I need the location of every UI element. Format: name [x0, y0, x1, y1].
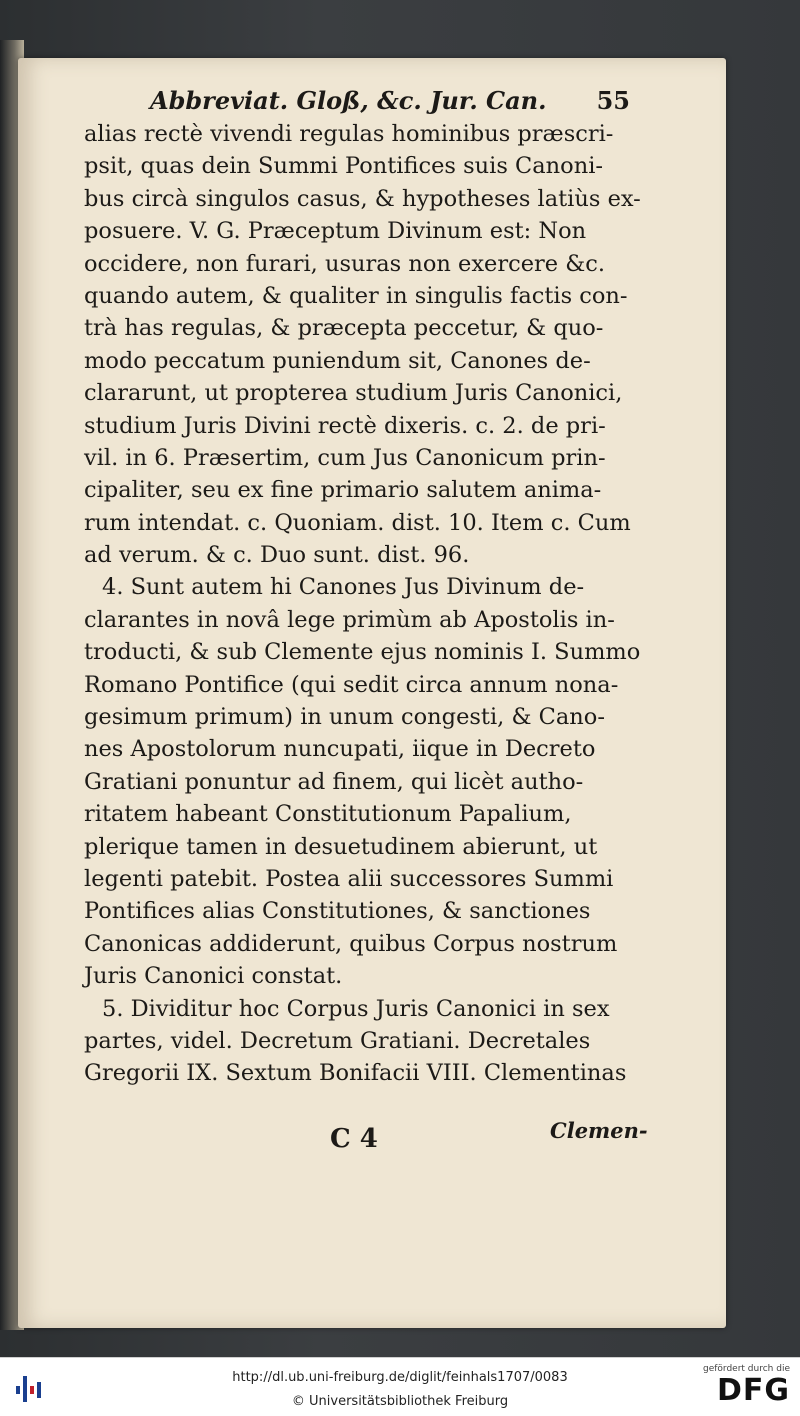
text-line: quando autem, & qualiter in singulis factis con-: [84, 282, 628, 309]
text-line: trà has regulas, & præcepta peccetur, & quo-: [84, 315, 604, 342]
page-header: [150, 86, 630, 120]
text-line: Pontifices alias Constitutiones, & sanctiones: [84, 898, 591, 925]
text-line: occidere, non furari, usuras non exercere &c.: [84, 250, 606, 277]
dfg-funding-badge: [698, 1364, 790, 1412]
text-line: bus circà singulos casus, & hypotheses latiùs ex-: [84, 185, 641, 212]
text-line: ritatem habeant Constitutionum Papalium,: [84, 801, 572, 828]
text-line: nes Apostolorum nuncupati, iique in Decreto: [84, 736, 596, 763]
document-url[interactable]: http://dl.ub.uni-freiburg.de/diglit/feinhals1707/0083: [232, 1370, 568, 1385]
text-line: Romano Pontifice (qui sedit circa annum nona-: [84, 671, 619, 698]
text-line: alias rectè vivendi regulas hominibus præscri-: [84, 121, 614, 147]
copyright-notice: © Universitätsbibliothek Freiburg: [291, 1394, 509, 1409]
signature-mark: C 4: [330, 1124, 378, 1154]
dfg-logo: DFG: [716, 1373, 790, 1408]
text-line: Gratiani ponuntur ad finem, qui licèt autho-: [84, 768, 584, 795]
page-body-text: [84, 118, 644, 1090]
paragraph-4-start: 4. Sunt autem hi Canones Jus Divinum de-: [102, 574, 585, 601]
viewer-footer: [0, 1357, 800, 1416]
text-line: clarantes in novâ lege primùm ab Apostolis in-: [84, 606, 615, 633]
catchword: Clemen-: [550, 1118, 648, 1143]
text-line: Gregorii IX. Sextum Bonifacii VIII. Clementinas: [84, 1060, 627, 1087]
text-line: studium Juris Divini rectè dixeris. c. 2. de pri-: [84, 412, 606, 439]
text-line: troducti, & sub Clemente ejus nominis I. Summo: [84, 639, 641, 666]
page-number: 55: [596, 86, 630, 115]
text-line: ad verum. & c. Duo sunt. dist. 96.: [84, 542, 470, 569]
running-title: Abbreviat. Gloß, &c. Jur. Can.: [150, 86, 547, 115]
text-line: partes, videl. Decretum Gratiani. Decretales: [84, 1027, 591, 1054]
text-line: posuere. V. G. Præceptum Divinum est: Non: [84, 218, 587, 245]
text-line: Juris Canonici constat.: [84, 963, 343, 990]
text-line: psit, quas dein Summi Pontifices suis Canoni-: [84, 153, 603, 180]
funded-by-label: gefördert durch die: [703, 1364, 790, 1374]
text-line: modo peccatum puniendum sit, Canones de-: [84, 347, 591, 374]
paragraph-5-start: 5. Dividitur hoc Corpus Juris Canonici in sex: [102, 995, 610, 1022]
text-line: clararunt, ut propterea studium Juris Canonici,: [84, 380, 623, 407]
text-line: legenti patebit. Postea alii successores Summi: [84, 865, 614, 892]
text-line: cipaliter, seu ex fine primario salutem anima-: [84, 477, 602, 504]
text-line: Canonicas addiderunt, quibus Corpus nostrum: [84, 930, 618, 957]
text-line: rum intendat. c. Quoniam. dist. 10. Item c. Cum: [84, 509, 631, 536]
text-line: gesimum primum) in unum congesti, & Cano-: [84, 704, 605, 731]
text-line: vil. in 6. Præsertim, cum Jus Canonicum prin-: [84, 444, 606, 471]
text-line: plerique tamen in desuetudinem abierunt, ut: [84, 833, 598, 860]
